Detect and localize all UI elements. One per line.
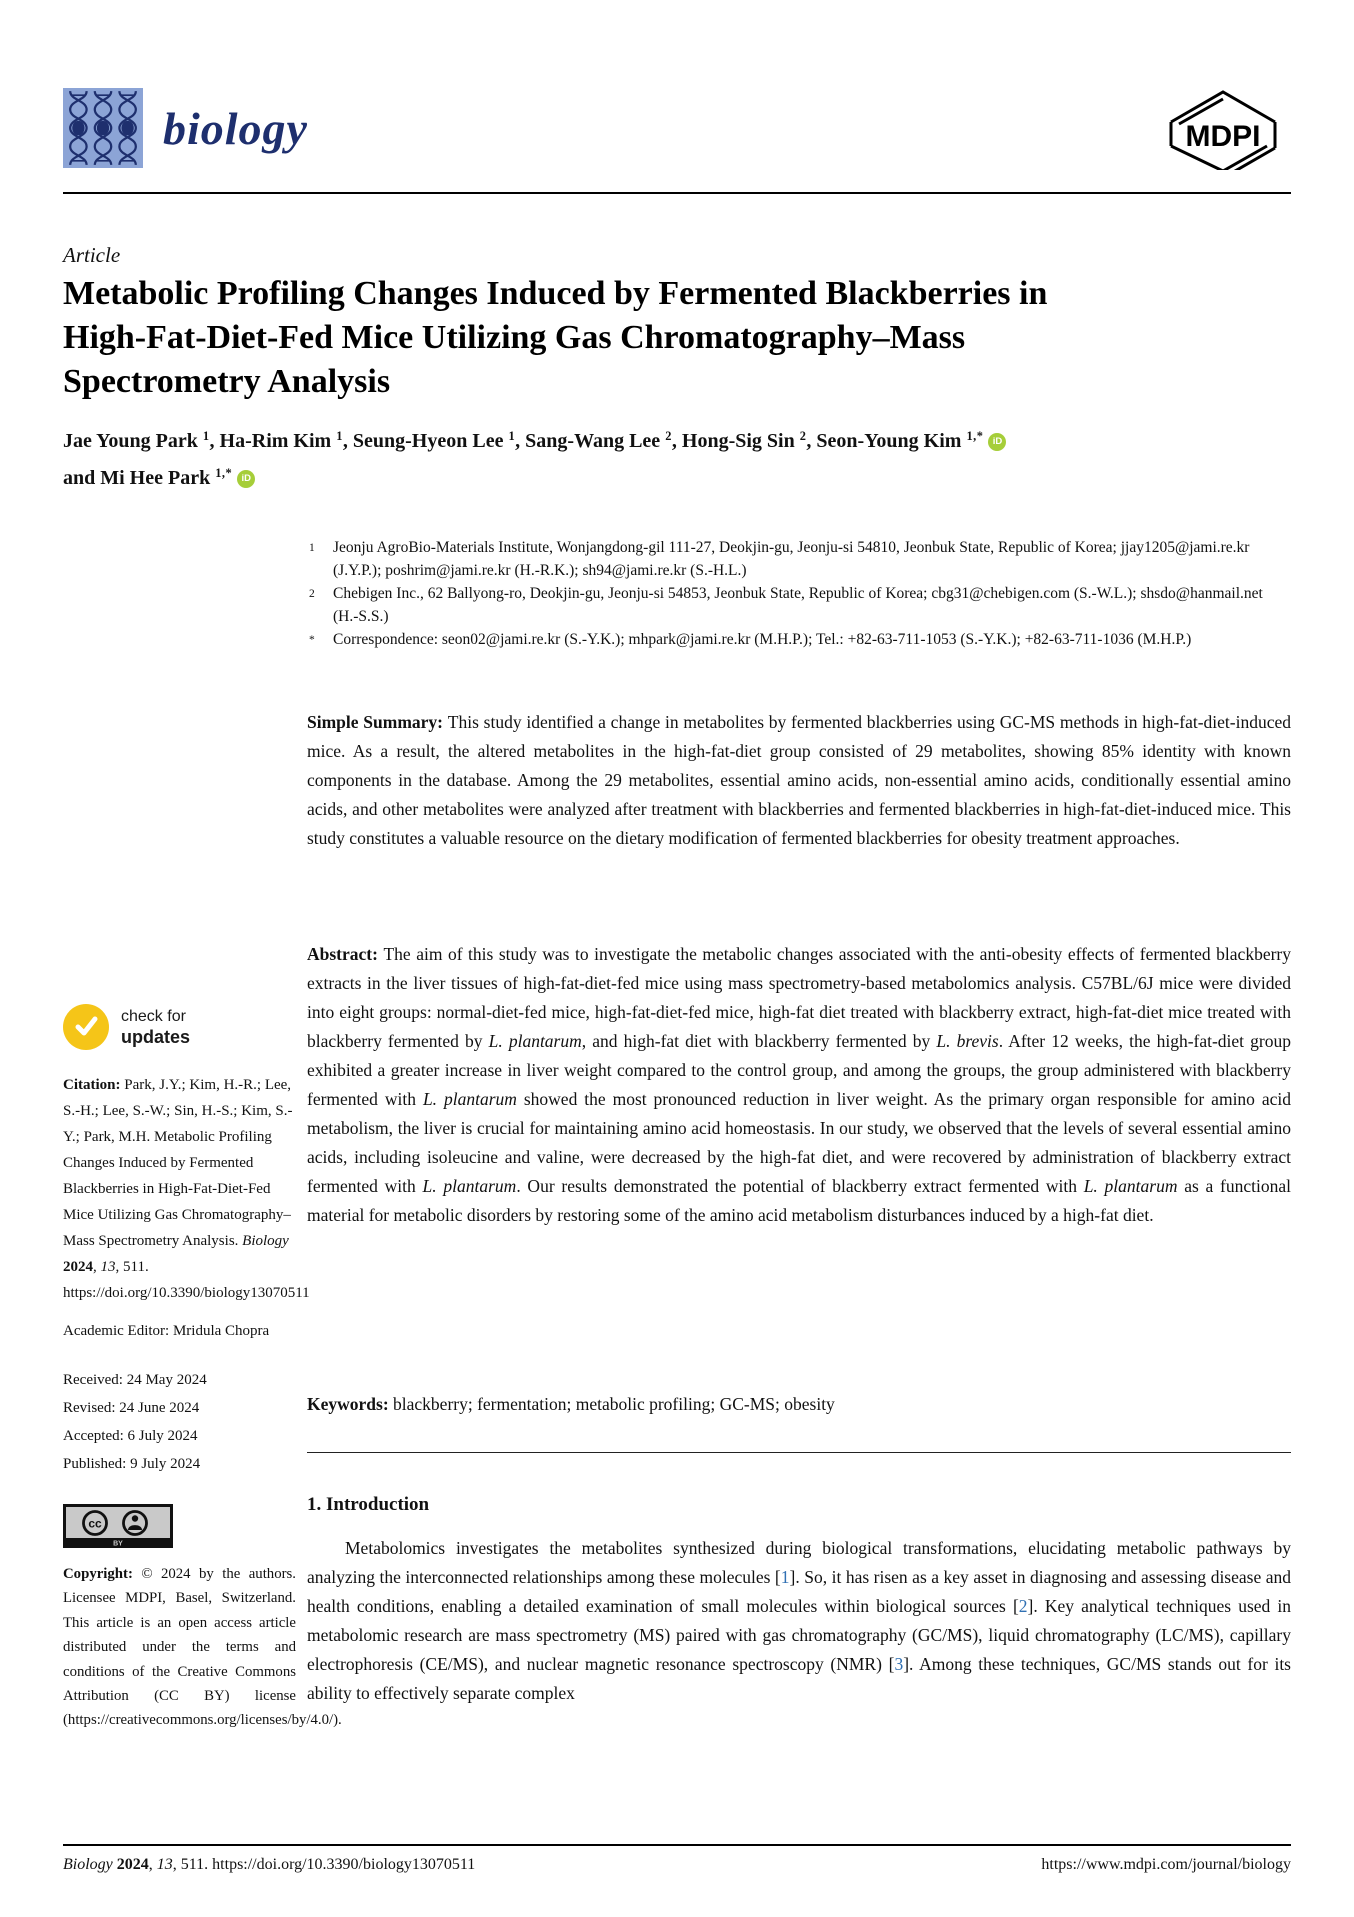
text-run: L. plantarum (422, 1176, 517, 1196)
text-run: Jae Young Park (63, 430, 203, 452)
published-date: Published: 9 July 2024 (63, 1456, 201, 1472)
check-icon (63, 1004, 109, 1050)
section-heading-introduction: 1. Introduction (307, 1494, 430, 1515)
ref-1-link[interactable]: 1 (780, 1567, 790, 1587)
text-run: , Sang-Wang Lee (515, 430, 666, 452)
check-updates-label (121, 1007, 190, 1047)
text-run: , and high-fat diet with blackberry fermented by (581, 1031, 937, 1051)
copyright-block (63, 1562, 342, 1733)
text-run: , Seung-Hyeon Lee (342, 430, 509, 452)
check-updates-line2: updates (121, 1027, 191, 1047)
text-run: , Hong-Sig Sin (671, 430, 800, 452)
affiliations (307, 536, 1291, 652)
abstract-divider (307, 1452, 1291, 1453)
text-run: Biology (63, 1856, 113, 1873)
introduction-paragraph (307, 1534, 1291, 1708)
text-run: L. brevis (936, 1031, 999, 1051)
citation-doi-link[interactable]: https://doi.org/10.3390/biology13070511 (63, 1285, 310, 1301)
received-date: Received: 24 May 2024 (63, 1372, 207, 1388)
cc-icon: cc (88, 1516, 102, 1531)
text-run: ]. So, it has risen as a key asset in diagnosing and assessing disease and health conditions, enabling a detailed examination of small molecules within biological sources [ (307, 1567, 1291, 1616)
text-run: ]. Key analytical techniques used in metabolomic research are mass spectrometry (MS) paired with gas chromatography (GC/MS), liquid chromatography (LC/MS), capillary electrophoresis (CE/MS), and nuclear magnetic resonance spectroscopy (NMR) [ (307, 1596, 1291, 1674)
header-divider (63, 192, 1291, 194)
text-run: 2024 (116, 1856, 149, 1873)
text-run: 1 (508, 429, 516, 443)
text-run: , (93, 1259, 101, 1275)
footer-journal-url[interactable]: https://www.mdpi.com/journal/biology (1041, 1856, 1291, 1873)
check-updates-line1: check for (121, 1008, 186, 1025)
text-run: 13 (100, 1259, 116, 1275)
text-run: 1,* (966, 429, 984, 443)
text-run: The aim of this study was to investigate the metabolic changes associated with the anti-obesity effects of fermented blackberry extracts in the liver tissues of high-fat-diet-fed mice using mass spectrometry-based metabolomics analysis. C57BL/6J mice were divided into eight groups: normal-diet-fed mice, high-fat-diet-fed mice, high-fat diet treated with blackberry extract, high-fat-diet mice treated with blackberry fermented by (307, 944, 1292, 1051)
affiliation-row (307, 628, 1291, 652)
text-run: , Ha-Rim Kim (209, 430, 337, 452)
text-run: 2 (665, 429, 672, 443)
text-run: Biology (242, 1233, 289, 1249)
journal-name: biology (163, 102, 308, 154)
text-run: . After 12 weeks, the high-fat-diet group exhibited a greater increase in liver weight compared to the control group, and among the groups, the group administered with blackberry fermented with (307, 1031, 1291, 1109)
text-run: L. plantarum (488, 1031, 582, 1051)
page-header (63, 86, 1291, 170)
text-run: Park, J.Y.; Kim, H.-R.; Lee, S.-H.; Lee, S.-W.; Sin, H.-S.; Kim, S.-Y.; Park, M.H. Metabolic Profiling Changes Induced by Fermented Blackberries in High-Fat-Diet-Fed Mice Utilizing Gas Chromatography–Mass Spectrometry Analysis. (63, 1077, 293, 1249)
ref-2-link[interactable]: 2 (1018, 1596, 1028, 1616)
affiliation-row (307, 582, 1291, 628)
text-run: 1,* (215, 466, 233, 480)
text-run: 2 (799, 429, 807, 443)
text-run: Keywords: (307, 1394, 394, 1414)
sidebar (63, 1004, 342, 1733)
text-run: © 2024 by the authors. Licensee MDPI, Basel, Switzerland. This article is an open access article distributed under the terms and conditions of the Creative Commons Attribution (CC BY) license (https://creativecommons.org/licenses/by/4.0/). (63, 1566, 342, 1729)
article-type-label: Article (63, 243, 121, 267)
text-run: This study identified a change in metabolites by fermented blackberries using GC-MS methods in high-fat-diet-induced mice. As a result, the altered metabolites in the high-fat-diet group consisted of 29 metabolites, showing 85% identity with known components in the database. Among the 29 metabolites, essential amino acids, non-essential amino acids, conditionally essential amino acids, and other metabolites were analyzed after treatment with blackberries and fermented blackberries in high-fat-diet-induced mice. This study constitutes a valuable resource on the dietary modification of fermented blackberries for obesity treatment approaches. (307, 712, 1292, 848)
text-run: . Our results demonstrated the potential of blackberry extract fermented with (516, 1176, 1084, 1196)
affiliation-marker: 2 (309, 588, 315, 600)
cc-by-label: BY (113, 1540, 123, 1548)
simple-summary (307, 708, 1291, 853)
footer-citation (63, 1856, 475, 1874)
orcid-icon[interactable]: iD (237, 470, 255, 488)
text-run: blackberry; fermentation; metabolic profiling; GC-MS; obesity (393, 1394, 835, 1414)
text-run: Copyright: (63, 1566, 142, 1582)
text-run: ]. Among these techniques, GC/MS stands out for its ability to effectively separate complex (307, 1654, 1291, 1703)
footer-divider (63, 1844, 1291, 1846)
article-dates (63, 1366, 296, 1478)
affiliation-text: Jeonju AgroBio-Materials Institute, Wonjangdong-gil 111-27, Deokjin-gu, Jeonju-si 54810, Jeonbuk State, Republic of Korea; jjay1205@jami.re.kr (J.Y.P.); poshrim@jami.re.kr (H.-R.K.); sh94@jami.re.kr (S.-H.L.) (333, 539, 1250, 579)
affiliation-row (307, 536, 1291, 582)
orcid-icon[interactable]: iD (988, 433, 1006, 451)
biology-dna-logo-icon (63, 88, 143, 168)
text-run: , (148, 1856, 157, 1873)
text-run: L. plantarum (422, 1089, 517, 1109)
text-run: and Mi Hee Park (63, 467, 216, 489)
footer-doi-link[interactable]: https://doi.org/10.3390/biology13070511 (212, 1856, 476, 1873)
text-run: Citation: (63, 1077, 125, 1093)
text-run: , Seon-Young Kim (806, 430, 967, 452)
text-run: showed the most pronounced reduction in liver weight. As the primary organ responsible for amino acid metabolism, the liver is crucial for maintaining amino acid homeostasis. In our study, we observed that the levels of several essential amino acids, including isoleucine and valine, were decreased by the high-fat diet, and were recovered by administration of blackberry extract fermented with (307, 1089, 1292, 1196)
text-run: Metabolomics investigates the metabolites synthesized during biological transformations, elucidating metabolic pathways by analyzing the interconnected relationships among these molecules [ (307, 1538, 1291, 1587)
citation-block (63, 1072, 310, 1306)
text-run: , 511. (172, 1856, 213, 1873)
affiliation-text: Correspondence: seon02@jami.re.kr (S.-Y.K.); mhpark@jami.re.kr (M.H.P.); Tel.: +82-63-711-1053 (S.-Y.K.); +82-63-711-1036 (M.H.P.) (333, 631, 1192, 648)
affiliation-marker: * (309, 634, 315, 646)
academic-editor: Academic Editor: Mridula Chopra (63, 1323, 270, 1339)
keywords (307, 1390, 1291, 1419)
cc-by-license-badge[interactable] (63, 1504, 173, 1548)
revised-date: Revised: 24 June 2024 (63, 1400, 200, 1416)
ref-3-link[interactable]: 3 (894, 1654, 904, 1674)
text-run: L. plantarum (1083, 1176, 1178, 1196)
page-title: Metabolic Profiling Changes Induced by Fermented Blackberries in High-Fat-Diet-Fed Mice Utilizing Gas Chromatography–Mass Spectrometry Analysis (63, 275, 1048, 400)
journal-logo (63, 88, 308, 168)
mdpi-logo-icon (1157, 86, 1291, 170)
text-run: 13 (156, 1856, 173, 1873)
page-footer (63, 1856, 1291, 1874)
text-run: Abstract: (307, 944, 384, 964)
text-run: 2024 (63, 1259, 93, 1275)
abstract (307, 940, 1291, 1230)
affiliation-text: Chebigen Inc., 62 Ballyong-ro, Deokjin-gu, Jeonju-si 54853, Jeonbuk State, Republic of Korea; cbg31@chebigen.com (S.-W.L.); shsdo@hanmail.net (H.-S.S.) (333, 585, 1263, 625)
author-list (63, 420, 1183, 494)
affiliation-marker: 1 (309, 542, 315, 554)
mdpi-logo-text: MDPI (1185, 120, 1261, 153)
text-run: 1 (336, 429, 343, 443)
text-run: 1 (202, 429, 210, 443)
accepted-date: Accepted: 6 July 2024 (63, 1428, 198, 1444)
check-for-updates-badge[interactable] (63, 1004, 296, 1050)
text-run: Simple Summary: (307, 712, 448, 732)
text-run: as a functional material for metabolic disorders by restoring some of the amino acid metabolism disturbances induced by a high-fat diet. (307, 1176, 1292, 1225)
text-run: , 511. (115, 1259, 149, 1275)
